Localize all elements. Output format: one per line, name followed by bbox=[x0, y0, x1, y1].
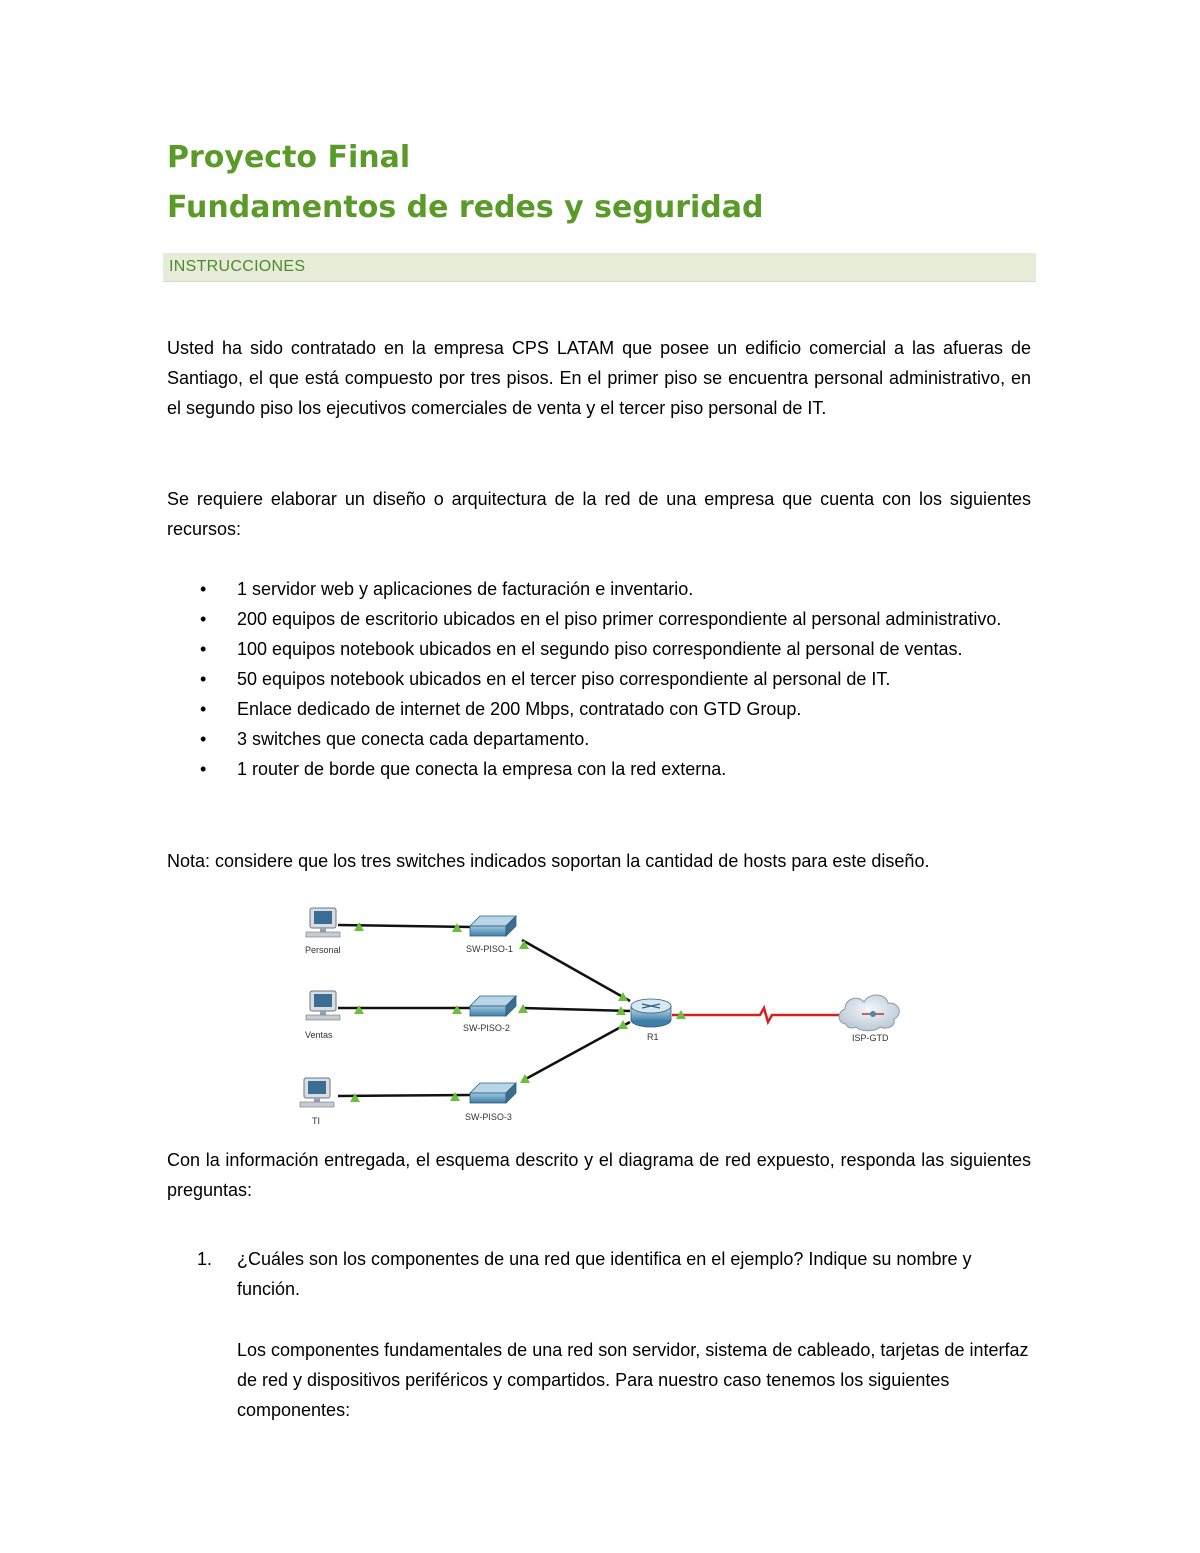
list-item: • 100 equipos notebook ubicados en el segundo piso correspondiente al personal de ventas. bbox=[167, 634, 1047, 664]
intro-paragraph: Usted ha sido contratado en la empresa CPS LATAM que posee un edificio comercial a las afueras de Santiago, el que está compuesto por tres pisos. En el primer piso se encuentra personal administrativo, en el segundo piso los ejecutivos comerciales de venta y el tercer piso personal de IT. bbox=[167, 338, 1031, 418]
link-sw1-r1 bbox=[522, 940, 630, 1001]
link-pc3-sw3 bbox=[338, 1095, 472, 1096]
bullet-icon: • bbox=[200, 729, 207, 749]
list-item: • Enlace dedicado de internet de 200 Mbps, contratado con GTD Group. bbox=[167, 694, 1047, 724]
bullet-icon: • bbox=[200, 579, 207, 599]
context-paragraph: Con la información entregada, el esquema descrito y el diagrama de red expuesto, responda las siguientes preguntas: bbox=[167, 1150, 1031, 1200]
pc-label: Ventas bbox=[305, 1030, 333, 1040]
cloud-label: ISP-GTD bbox=[852, 1033, 889, 1043]
wan-link bbox=[672, 1008, 850, 1022]
port-indicators bbox=[350, 922, 851, 1102]
document-title: Proyecto Final bbox=[167, 140, 411, 175]
switch-icon bbox=[463, 996, 516, 1033]
bullet-icon: • bbox=[200, 639, 207, 659]
pc-icon bbox=[300, 1078, 334, 1126]
section-heading-bar bbox=[163, 253, 1036, 282]
router-icon bbox=[631, 999, 671, 1042]
switch-label: SW-PISO-1 bbox=[466, 944, 513, 954]
section-heading: INSTRUCCIONES bbox=[169, 258, 306, 275]
pc-icon bbox=[305, 908, 341, 955]
switch-icon bbox=[465, 1083, 516, 1122]
cloud-icon bbox=[839, 995, 899, 1043]
switch-label: SW-PISO-3 bbox=[465, 1112, 512, 1122]
bullet-icon: • bbox=[200, 699, 207, 719]
list-item: • 50 equipos notebook ubicados en el tercer piso correspondiente al personal de IT. bbox=[167, 664, 1047, 694]
router-label: R1 bbox=[647, 1032, 659, 1042]
question-number: 1. bbox=[197, 1249, 213, 1269]
network-diagram bbox=[290, 898, 920, 1138]
question-text: ¿Cuáles son los componentes de una red que identifica en el ejemplo? Indique su nombre y función. bbox=[237, 1249, 972, 1299]
switch-icon bbox=[466, 916, 516, 954]
pc-icon bbox=[305, 991, 340, 1040]
list-item: • 1 servidor web y aplicaciones de facturación e inventario. bbox=[167, 574, 1047, 604]
answer-paragraph: Los componentes fundamentales de una red son servidor, sistema de cableado, tarjetas de interfaz de red y dispositivos periféricos y compartidos. Para nuestro caso tenemos los siguientes componentes: bbox=[237, 1340, 1029, 1420]
switch-label: SW-PISO-2 bbox=[463, 1023, 510, 1033]
link-sw2-r1 bbox=[522, 1008, 630, 1011]
note-paragraph: Nota: considere que los tres switches indicados soportan la cantidad de hosts para este diseño. bbox=[167, 851, 930, 871]
document-subtitle: Fundamentos de redes y seguridad bbox=[167, 190, 764, 225]
bullet-icon: • bbox=[200, 609, 207, 629]
pc-label: Personal bbox=[305, 945, 341, 955]
requirement-paragraph: Se requiere elaborar un diseño o arquitectura de la red de una empresa que cuenta con los siguientes recursos: bbox=[167, 489, 1031, 539]
list-item: • 200 equipos de escritorio ubicados en el piso primer correspondiente al personal administrativo. bbox=[167, 604, 1047, 634]
resources-list bbox=[167, 574, 1047, 784]
pc-label: TI bbox=[312, 1116, 320, 1126]
list-item: • 1 router de borde que conecta la empresa con la red externa. bbox=[167, 754, 1047, 784]
bullet-icon: • bbox=[200, 669, 207, 689]
bullet-icon: • bbox=[200, 759, 207, 779]
link-sw3-r1 bbox=[522, 1022, 630, 1081]
list-item: • 3 switches que conecta cada departamento. bbox=[167, 724, 1047, 754]
question-item bbox=[167, 1244, 1037, 1304]
